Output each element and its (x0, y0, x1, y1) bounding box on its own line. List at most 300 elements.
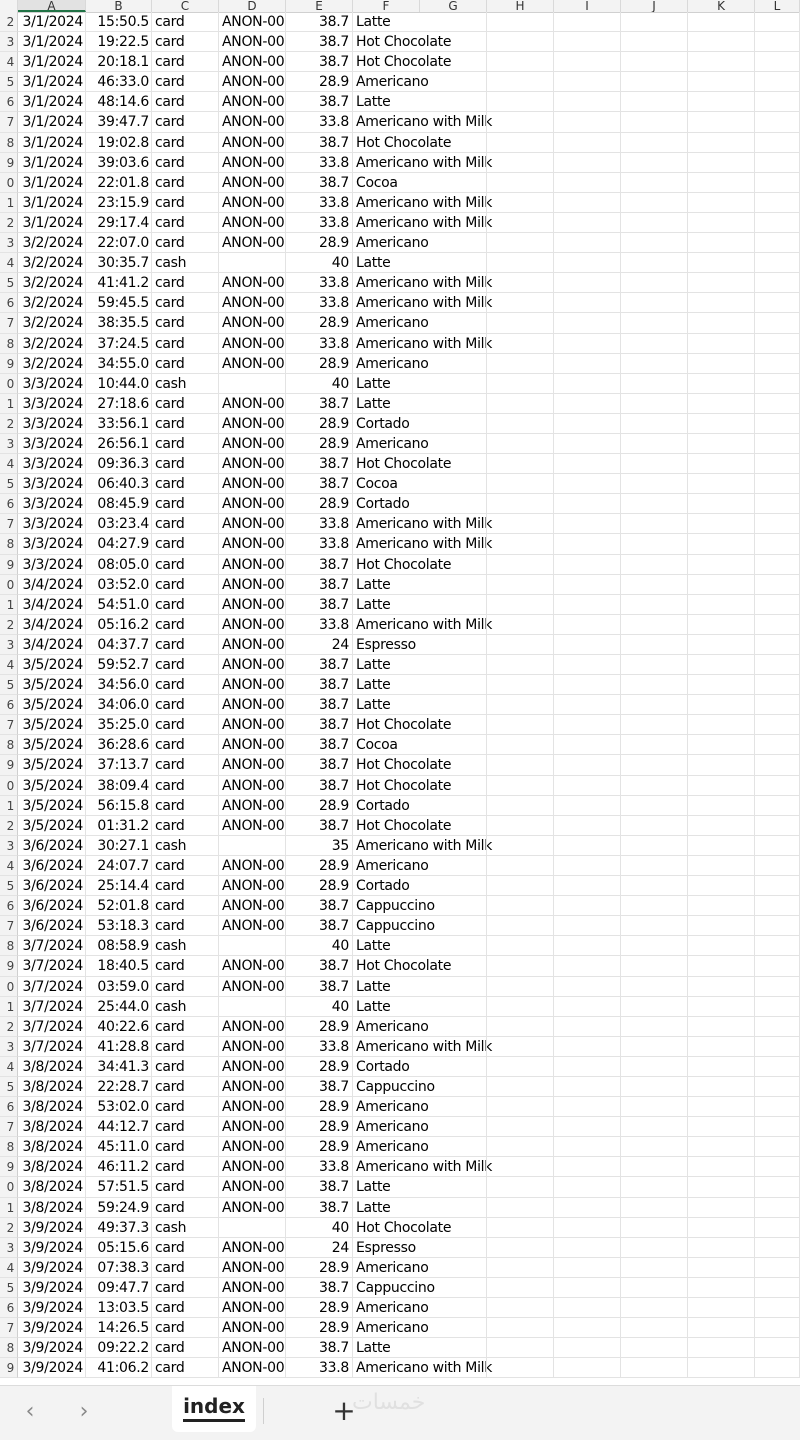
row-number[interactable]: 0 (0, 173, 18, 193)
empty-cell[interactable] (688, 1198, 755, 1218)
empty-cell[interactable] (487, 1338, 554, 1358)
empty-cell[interactable] (420, 253, 487, 273)
empty-cell[interactable] (420, 796, 487, 816)
cell-cash-type[interactable]: card (152, 776, 219, 796)
cell-coffee-name[interactable]: Cortado (353, 414, 420, 434)
empty-cell[interactable] (420, 394, 487, 414)
cell-time[interactable]: 46:33.0 (86, 72, 152, 92)
empty-cell[interactable] (487, 896, 554, 916)
empty-cell[interactable] (688, 876, 755, 896)
cell-date[interactable]: 3/7/2024 (18, 1037, 86, 1057)
cell-coffee-name[interactable]: Hot Chocolate (353, 1218, 420, 1238)
empty-cell[interactable] (554, 1037, 621, 1057)
cell-date[interactable]: 3/8/2024 (18, 1198, 86, 1218)
cell-date[interactable]: 3/4/2024 (18, 615, 86, 635)
cell-card[interactable]: ANON-00 (219, 1137, 286, 1157)
cell-time[interactable]: 13:03.5 (86, 1298, 152, 1318)
empty-cell[interactable] (420, 494, 487, 514)
empty-cell[interactable] (621, 394, 688, 414)
empty-cell[interactable] (755, 755, 800, 775)
cell-card[interactable]: ANON-00 (219, 977, 286, 997)
cell-cash-type[interactable]: card (152, 1097, 219, 1117)
empty-cell[interactable] (487, 273, 554, 293)
empty-cell[interactable] (755, 434, 800, 454)
cell-money[interactable]: 38.7 (286, 1077, 353, 1097)
cell-money[interactable]: 38.7 (286, 12, 353, 32)
empty-cell[interactable] (554, 394, 621, 414)
empty-cell[interactable] (554, 153, 621, 173)
empty-cell[interactable] (755, 233, 800, 253)
cell-date[interactable]: 3/5/2024 (18, 796, 86, 816)
empty-cell[interactable] (420, 1278, 487, 1298)
cell-money[interactable]: 38.7 (286, 715, 353, 735)
empty-cell[interactable] (621, 1218, 688, 1238)
empty-cell[interactable] (755, 856, 800, 876)
empty-cell[interactable] (487, 233, 554, 253)
empty-cell[interactable] (554, 776, 621, 796)
empty-cell[interactable] (755, 253, 800, 273)
empty-cell[interactable] (554, 92, 621, 112)
row-number[interactable]: 9 (0, 1157, 18, 1177)
empty-cell[interactable] (755, 1338, 800, 1358)
cell-date[interactable]: 3/8/2024 (18, 1157, 86, 1177)
cell-date[interactable]: 3/2/2024 (18, 273, 86, 293)
cell-date[interactable]: 3/7/2024 (18, 936, 86, 956)
cell-money[interactable]: 33.8 (286, 273, 353, 293)
empty-cell[interactable] (755, 816, 800, 836)
empty-cell[interactable] (554, 876, 621, 896)
empty-cell[interactable] (420, 856, 487, 876)
empty-cell[interactable] (420, 1077, 487, 1097)
empty-cell[interactable] (621, 997, 688, 1017)
empty-cell[interactable] (688, 816, 755, 836)
cell-money[interactable]: 38.7 (286, 575, 353, 595)
empty-cell[interactable] (487, 936, 554, 956)
cell-card[interactable]: ANON-00 (219, 575, 286, 595)
cell-date[interactable]: 3/5/2024 (18, 695, 86, 715)
cell-cash-type[interactable]: card (152, 173, 219, 193)
empty-cell[interactable] (621, 112, 688, 132)
row-number[interactable]: 2 (0, 1218, 18, 1238)
empty-cell[interactable] (554, 655, 621, 675)
empty-cell[interactable] (755, 213, 800, 233)
cell-time[interactable]: 03:59.0 (86, 977, 152, 997)
cell-money[interactable]: 38.7 (286, 1338, 353, 1358)
row-number[interactable]: 4 (0, 52, 18, 72)
empty-cell[interactable] (755, 52, 800, 72)
empty-cell[interactable] (621, 555, 688, 575)
cell-cash-type[interactable]: card (152, 595, 219, 615)
cell-date[interactable]: 3/1/2024 (18, 32, 86, 52)
cell-card[interactable]: ANON-00 (219, 313, 286, 333)
cell-cash-type[interactable]: cash (152, 836, 219, 856)
cell-date[interactable]: 3/6/2024 (18, 896, 86, 916)
empty-cell[interactable] (755, 876, 800, 896)
empty-cell[interactable] (755, 1057, 800, 1077)
cell-time[interactable]: 41:06.2 (86, 1358, 152, 1378)
cell-cash-type[interactable]: card (152, 1298, 219, 1318)
empty-cell[interactable] (420, 595, 487, 615)
empty-cell[interactable] (554, 735, 621, 755)
empty-cell[interactable] (487, 1177, 554, 1197)
empty-cell[interactable] (420, 836, 487, 856)
empty-cell[interactable] (554, 635, 621, 655)
empty-cell[interactable] (420, 293, 487, 313)
cell-card[interactable]: ANON-00 (219, 896, 286, 916)
empty-cell[interactable] (554, 454, 621, 474)
cell-date[interactable]: 3/1/2024 (18, 193, 86, 213)
cell-coffee-name[interactable]: Americano with Milk (353, 1157, 420, 1177)
empty-cell[interactable] (487, 876, 554, 896)
cell-money[interactable]: 38.7 (286, 695, 353, 715)
cell-money[interactable]: 33.8 (286, 112, 353, 132)
cell-date[interactable]: 3/3/2024 (18, 514, 86, 534)
empty-cell[interactable] (420, 956, 487, 976)
empty-cell[interactable] (755, 936, 800, 956)
cell-cash-type[interactable]: card (152, 675, 219, 695)
cell-coffee-name[interactable]: Hot Chocolate (353, 454, 420, 474)
empty-cell[interactable] (487, 112, 554, 132)
empty-cell[interactable] (621, 956, 688, 976)
empty-cell[interactable] (487, 735, 554, 755)
empty-cell[interactable] (420, 32, 487, 52)
cell-cash-type[interactable]: card (152, 52, 219, 72)
cell-coffee-name[interactable]: Latte (353, 253, 420, 273)
empty-cell[interactable] (420, 735, 487, 755)
cell-cash-type[interactable]: card (152, 213, 219, 233)
cell-card[interactable]: ANON-00 (219, 1318, 286, 1338)
empty-cell[interactable] (688, 1117, 755, 1137)
empty-cell[interactable] (755, 414, 800, 434)
cell-date[interactable]: 3/8/2024 (18, 1097, 86, 1117)
empty-cell[interactable] (554, 534, 621, 554)
row-number[interactable]: 6 (0, 494, 18, 514)
cell-card[interactable] (219, 936, 286, 956)
empty-cell[interactable] (755, 615, 800, 635)
cell-card[interactable]: ANON-00 (219, 1358, 286, 1378)
empty-cell[interactable] (554, 12, 621, 32)
empty-cell[interactable] (621, 675, 688, 695)
cell-time[interactable]: 33:56.1 (86, 414, 152, 434)
cell-cash-type[interactable]: card (152, 1238, 219, 1258)
empty-cell[interactable] (755, 454, 800, 474)
cell-time[interactable]: 35:25.0 (86, 715, 152, 735)
empty-cell[interactable] (621, 755, 688, 775)
cell-coffee-name[interactable]: Americano with Milk (353, 213, 420, 233)
empty-cell[interactable] (554, 354, 621, 374)
cell-card[interactable]: ANON-00 (219, 1117, 286, 1137)
cell-coffee-name[interactable]: Americano (353, 313, 420, 333)
cell-coffee-name[interactable]: Cortado (353, 796, 420, 816)
empty-cell[interactable] (688, 474, 755, 494)
cell-time[interactable]: 08:45.9 (86, 494, 152, 514)
empty-cell[interactable] (487, 173, 554, 193)
empty-cell[interactable] (487, 414, 554, 434)
cell-cash-type[interactable]: card (152, 454, 219, 474)
empty-cell[interactable] (755, 555, 800, 575)
empty-cell[interactable] (621, 374, 688, 394)
empty-cell[interactable] (487, 1218, 554, 1238)
cell-card[interactable]: ANON-00 (219, 635, 286, 655)
empty-cell[interactable] (487, 454, 554, 474)
column-header-b[interactable]: B (86, 0, 152, 12)
empty-cell[interactable] (755, 1238, 800, 1258)
empty-cell[interactable] (688, 1358, 755, 1378)
row-number[interactable]: 0 (0, 1177, 18, 1197)
cell-money[interactable]: 40 (286, 374, 353, 394)
empty-cell[interactable] (420, 1198, 487, 1218)
cell-money[interactable]: 33.8 (286, 153, 353, 173)
cell-time[interactable]: 10:44.0 (86, 374, 152, 394)
empty-cell[interactable] (621, 1177, 688, 1197)
empty-cell[interactable] (621, 916, 688, 936)
cell-date[interactable]: 3/1/2024 (18, 173, 86, 193)
cell-date[interactable]: 3/3/2024 (18, 394, 86, 414)
cell-coffee-name[interactable]: Hot Chocolate (353, 956, 420, 976)
row-number[interactable]: 8 (0, 936, 18, 956)
empty-cell[interactable] (487, 72, 554, 92)
empty-cell[interactable] (621, 655, 688, 675)
empty-cell[interactable] (688, 213, 755, 233)
empty-cell[interactable] (755, 1097, 800, 1117)
empty-cell[interactable] (621, 896, 688, 916)
empty-cell[interactable] (688, 434, 755, 454)
row-number[interactable]: 9 (0, 755, 18, 775)
empty-cell[interactable] (621, 273, 688, 293)
cell-coffee-name[interactable]: Hot Chocolate (353, 755, 420, 775)
empty-cell[interactable] (487, 997, 554, 1017)
empty-cell[interactable] (755, 153, 800, 173)
cell-card[interactable]: ANON-00 (219, 856, 286, 876)
cell-time[interactable]: 08:58.9 (86, 936, 152, 956)
cell-date[interactable]: 3/8/2024 (18, 1117, 86, 1137)
row-number[interactable]: 9 (0, 956, 18, 976)
cell-money[interactable]: 40 (286, 997, 353, 1017)
empty-cell[interactable] (420, 1137, 487, 1157)
cell-card[interactable] (219, 253, 286, 273)
empty-cell[interactable] (554, 173, 621, 193)
cell-money[interactable]: 38.7 (286, 1177, 353, 1197)
empty-cell[interactable] (420, 1157, 487, 1177)
empty-cell[interactable] (487, 916, 554, 936)
cell-cash-type[interactable]: card (152, 72, 219, 92)
empty-cell[interactable] (420, 52, 487, 72)
cell-cash-type[interactable]: cash (152, 374, 219, 394)
cell-money[interactable]: 28.9 (286, 354, 353, 374)
empty-cell[interactable] (621, 615, 688, 635)
empty-cell[interactable] (621, 1238, 688, 1258)
empty-cell[interactable] (420, 454, 487, 474)
empty-cell[interactable] (621, 695, 688, 715)
cell-coffee-name[interactable]: Latte (353, 675, 420, 695)
cell-money[interactable]: 40 (286, 936, 353, 956)
empty-cell[interactable] (688, 695, 755, 715)
empty-cell[interactable] (554, 253, 621, 273)
cell-card[interactable]: ANON-00 (219, 615, 286, 635)
sheet-grid[interactable] (0, 12, 800, 1378)
empty-cell[interactable] (755, 595, 800, 615)
empty-cell[interactable] (554, 52, 621, 72)
row-number[interactable]: 6 (0, 896, 18, 916)
cell-time[interactable]: 07:38.3 (86, 1258, 152, 1278)
empty-cell[interactable] (755, 1157, 800, 1177)
empty-cell[interactable] (688, 856, 755, 876)
cell-card[interactable]: ANON-00 (219, 153, 286, 173)
empty-cell[interactable] (755, 494, 800, 514)
cell-card[interactable]: ANON-00 (219, 1097, 286, 1117)
cell-date[interactable]: 3/8/2024 (18, 1137, 86, 1157)
cell-money[interactable]: 40 (286, 253, 353, 273)
empty-cell[interactable] (554, 1177, 621, 1197)
cell-card[interactable]: ANON-00 (219, 1198, 286, 1218)
row-number[interactable]: 5 (0, 474, 18, 494)
cell-date[interactable]: 3/5/2024 (18, 816, 86, 836)
cell-date[interactable]: 3/8/2024 (18, 1177, 86, 1197)
row-number[interactable]: 2 (0, 615, 18, 635)
empty-cell[interactable] (554, 675, 621, 695)
cell-time[interactable]: 23:15.9 (86, 193, 152, 213)
cell-date[interactable]: 3/6/2024 (18, 916, 86, 936)
cell-coffee-name[interactable]: Americano (353, 72, 420, 92)
empty-cell[interactable] (688, 1258, 755, 1278)
cell-cash-type[interactable]: cash (152, 997, 219, 1017)
empty-cell[interactable] (554, 414, 621, 434)
empty-cell[interactable] (755, 1177, 800, 1197)
row-number[interactable]: 7 (0, 715, 18, 735)
row-number[interactable]: 0 (0, 977, 18, 997)
cell-card[interactable]: ANON-00 (219, 233, 286, 253)
empty-cell[interactable] (755, 735, 800, 755)
empty-cell[interactable] (688, 675, 755, 695)
empty-cell[interactable] (487, 836, 554, 856)
cell-time[interactable]: 53:02.0 (86, 1097, 152, 1117)
empty-cell[interactable] (688, 1318, 755, 1338)
empty-cell[interactable] (621, 1057, 688, 1077)
cell-coffee-name[interactable]: Latte (353, 12, 420, 32)
empty-cell[interactable] (755, 354, 800, 374)
cell-time[interactable]: 29:17.4 (86, 213, 152, 233)
empty-cell[interactable] (487, 796, 554, 816)
empty-cell[interactable] (554, 1077, 621, 1097)
cell-card[interactable]: ANON-00 (219, 213, 286, 233)
cell-date[interactable]: 3/5/2024 (18, 655, 86, 675)
empty-cell[interactable] (755, 72, 800, 92)
cell-cash-type[interactable]: card (152, 112, 219, 132)
cell-coffee-name[interactable]: Latte (353, 1198, 420, 1218)
empty-cell[interactable] (755, 575, 800, 595)
cell-time[interactable]: 30:35.7 (86, 253, 152, 273)
empty-cell[interactable] (621, 354, 688, 374)
cell-money[interactable]: 28.9 (286, 414, 353, 434)
empty-cell[interactable] (688, 112, 755, 132)
row-number[interactable]: 8 (0, 334, 18, 354)
cell-card[interactable] (219, 997, 286, 1017)
empty-cell[interactable] (621, 434, 688, 454)
empty-cell[interactable] (621, 1278, 688, 1298)
cell-time[interactable]: 09:47.7 (86, 1278, 152, 1298)
empty-cell[interactable] (755, 92, 800, 112)
empty-cell[interactable] (688, 735, 755, 755)
empty-cell[interactable] (554, 213, 621, 233)
cell-date[interactable]: 3/3/2024 (18, 434, 86, 454)
empty-cell[interactable] (688, 1177, 755, 1197)
cell-coffee-name[interactable]: Hot Chocolate (353, 776, 420, 796)
column-header-a[interactable]: A (18, 0, 86, 12)
empty-cell[interactable] (621, 514, 688, 534)
cell-card[interactable]: ANON-00 (219, 715, 286, 735)
empty-cell[interactable] (554, 1218, 621, 1238)
row-number[interactable]: 1 (0, 394, 18, 414)
empty-cell[interactable] (554, 755, 621, 775)
empty-cell[interactable] (420, 313, 487, 333)
cell-coffee-name[interactable]: Americano with Milk (353, 1037, 420, 1057)
cell-card[interactable]: ANON-00 (219, 1238, 286, 1258)
cell-date[interactable]: 3/4/2024 (18, 575, 86, 595)
empty-cell[interactable] (621, 334, 688, 354)
empty-cell[interactable] (621, 936, 688, 956)
empty-cell[interactable] (688, 575, 755, 595)
empty-cell[interactable] (420, 916, 487, 936)
cell-card[interactable]: ANON-00 (219, 916, 286, 936)
empty-cell[interactable] (487, 1037, 554, 1057)
cell-date[interactable]: 3/9/2024 (18, 1218, 86, 1238)
cell-card[interactable]: ANON-00 (219, 474, 286, 494)
empty-cell[interactable] (621, 92, 688, 112)
empty-cell[interactable] (621, 816, 688, 836)
empty-cell[interactable] (554, 977, 621, 997)
cell-card[interactable]: ANON-00 (219, 112, 286, 132)
row-number[interactable]: 3 (0, 32, 18, 52)
cell-coffee-name[interactable]: Latte (353, 1338, 420, 1358)
cell-card[interactable]: ANON-00 (219, 876, 286, 896)
cell-money[interactable]: 28.9 (286, 796, 353, 816)
empty-cell[interactable] (688, 293, 755, 313)
row-number[interactable]: 8 (0, 534, 18, 554)
cell-cash-type[interactable]: card (152, 575, 219, 595)
row-number[interactable]: 7 (0, 514, 18, 534)
empty-cell[interactable] (621, 494, 688, 514)
empty-cell[interactable] (688, 1298, 755, 1318)
empty-cell[interactable] (554, 1117, 621, 1137)
cell-card[interactable]: ANON-00 (219, 1278, 286, 1298)
empty-cell[interactable] (420, 474, 487, 494)
empty-cell[interactable] (688, 977, 755, 997)
cell-card[interactable] (219, 836, 286, 856)
empty-cell[interactable] (554, 1298, 621, 1318)
empty-cell[interactable] (487, 856, 554, 876)
cell-coffee-name[interactable]: Latte (353, 374, 420, 394)
cell-cash-type[interactable]: card (152, 414, 219, 434)
cell-coffee-name[interactable]: Americano with Milk (353, 153, 420, 173)
empty-cell[interactable] (688, 32, 755, 52)
empty-cell[interactable] (420, 1258, 487, 1278)
cell-time[interactable]: 19:02.8 (86, 133, 152, 153)
cell-card[interactable]: ANON-00 (219, 755, 286, 775)
empty-cell[interactable] (554, 1137, 621, 1157)
cell-date[interactable]: 3/9/2024 (18, 1358, 86, 1378)
row-number[interactable]: 8 (0, 1137, 18, 1157)
empty-cell[interactable] (420, 575, 487, 595)
cell-coffee-name[interactable]: Cappuccino (353, 1278, 420, 1298)
empty-cell[interactable] (554, 816, 621, 836)
column-header-k[interactable]: K (688, 0, 755, 12)
row-number[interactable]: 5 (0, 876, 18, 896)
empty-cell[interactable] (487, 1358, 554, 1378)
empty-cell[interactable] (755, 776, 800, 796)
cell-cash-type[interactable]: card (152, 12, 219, 32)
cell-time[interactable]: 25:44.0 (86, 997, 152, 1017)
row-number[interactable]: 8 (0, 133, 18, 153)
